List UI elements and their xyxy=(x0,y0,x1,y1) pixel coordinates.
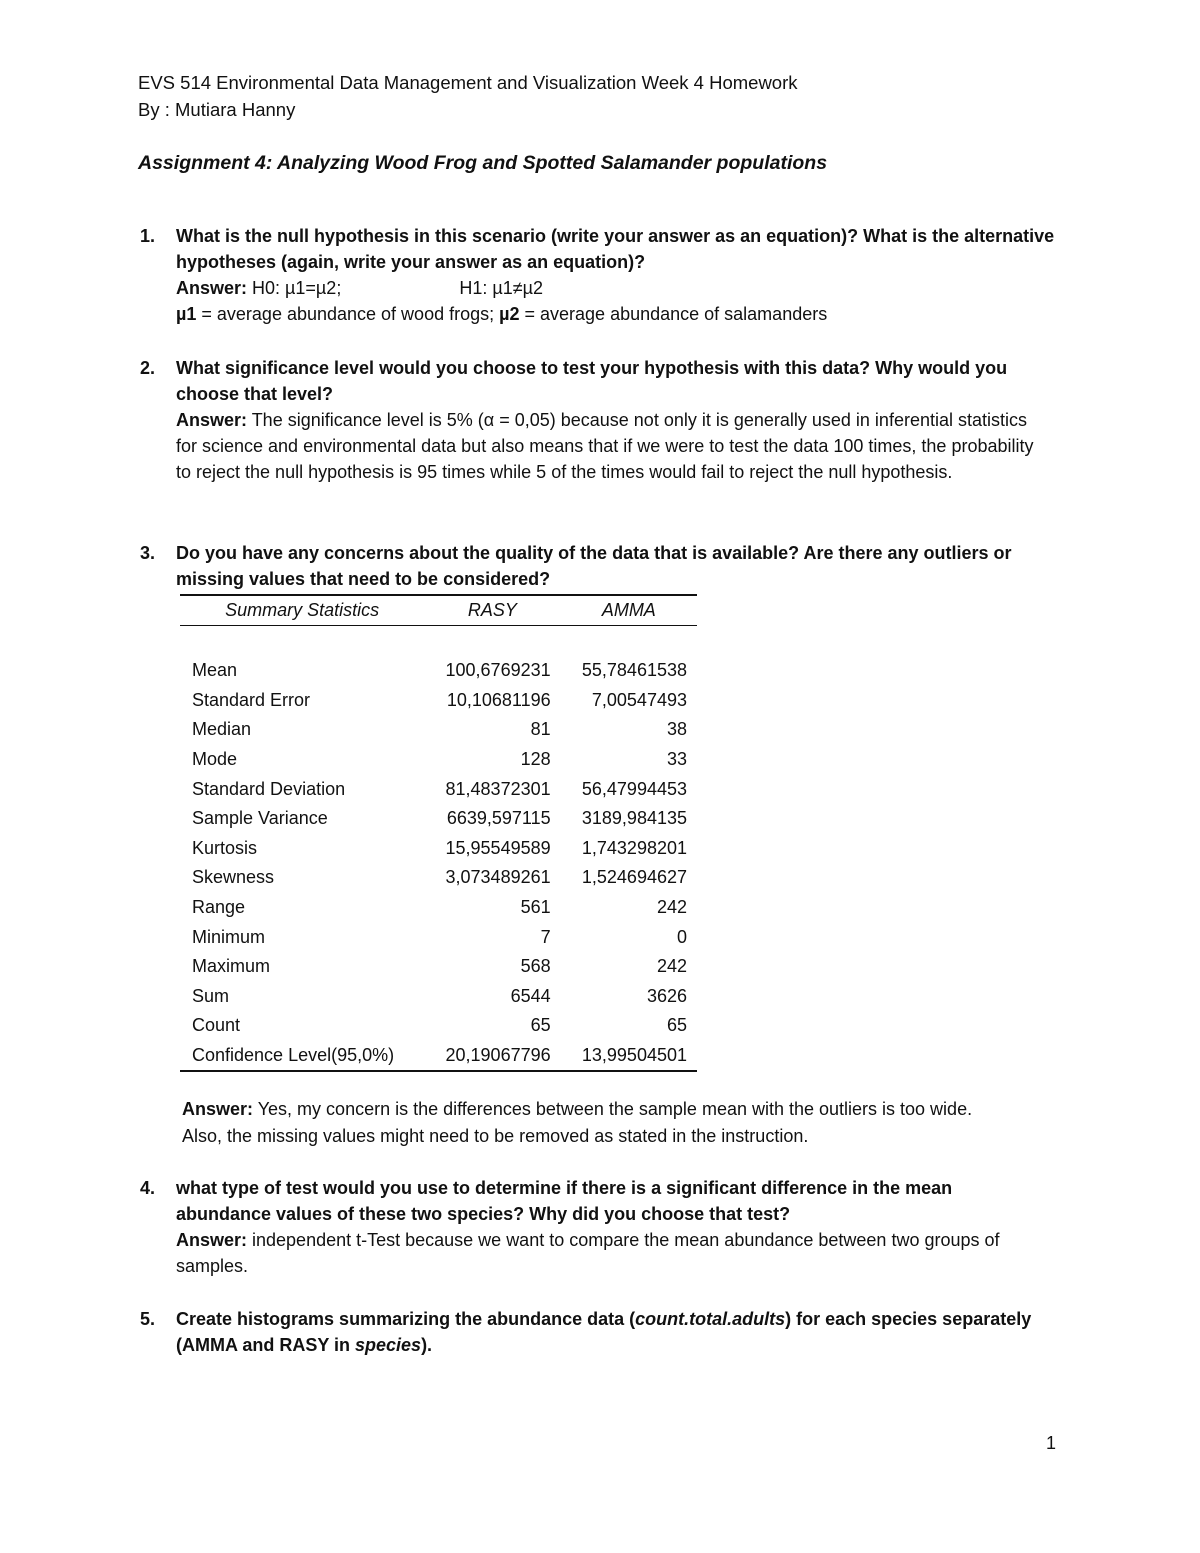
question-text: what type of test would you use to determine if there is a significant difference in the mean abundance values of these two species? Why did you choose that test? xyxy=(176,1178,953,1224)
amma-value: 65 xyxy=(666,1015,687,1036)
question-3-answer xyxy=(182,1096,1082,1150)
answer-body: independent t-Test because we want to compare the mean abundance between two groups of samples. xyxy=(176,1230,1000,1276)
question-2 xyxy=(140,355,1040,485)
answer-body: The significance level is 5% (α = 0,05) because not only it is generally used in inferential statistics for science and environmental data but also means that if we were to test the data 100 times, the probability to reject the null hypothesis is 95 times while 5 of the times would fail to reject the null hypothesis. xyxy=(176,410,1034,482)
answer-body: Yes, my concern is the differences between the sample mean with the outliers is too wide. xyxy=(253,1099,973,1119)
rasy-value: 20,19067796 xyxy=(424,1041,560,1072)
amma-value: 1,524694627 xyxy=(581,867,687,888)
answer-line-1 xyxy=(182,1096,1082,1123)
rasy-value: 128 xyxy=(520,749,551,770)
table-row xyxy=(180,804,697,834)
stat-label: Kurtosis xyxy=(192,837,258,858)
table-row xyxy=(180,774,697,804)
table-row xyxy=(180,686,697,716)
stat-label: Range xyxy=(192,897,246,918)
rasy-value: 65 xyxy=(530,1015,551,1036)
amma-value: 242 xyxy=(656,897,687,918)
header-course-line: EVS 514 Environmental Data Management and Visualization Week 4 Homework xyxy=(138,72,798,93)
page-number: 1 xyxy=(1046,1433,1057,1453)
table-spacer-row xyxy=(180,626,697,657)
question-5 xyxy=(140,1306,1040,1358)
rasy-value: 81 xyxy=(530,719,551,740)
rasy-value: 3,073489261 xyxy=(445,867,551,888)
amma-value: 55,78461538 xyxy=(581,660,687,681)
answer-text xyxy=(176,407,1040,485)
question-text xyxy=(176,1306,1040,1358)
answer-label: Answer: xyxy=(182,1099,254,1119)
table-row xyxy=(180,863,697,893)
question-text: What significance level would you choose to test your hypothesis with this data? Why would you choose that level? xyxy=(176,358,1008,404)
table-row xyxy=(180,715,697,745)
rasy-value: 6639,597115 xyxy=(446,808,551,829)
stat-label: Mean xyxy=(192,660,238,681)
q5-part-1: Create histograms summarizing the abundance data ( xyxy=(176,1309,636,1329)
table-row xyxy=(180,656,697,686)
mu1-symbol: µ1 xyxy=(176,304,197,324)
header-amma: AMMA xyxy=(561,595,697,626)
table-row xyxy=(180,1011,697,1041)
q5-part-2: ) for each species separately (AMMA and RASY in xyxy=(176,1309,1032,1355)
mu2-definition: = average abundance of salamanders xyxy=(519,304,828,324)
question-3 xyxy=(140,540,1070,592)
question-text-line1: Do you have any concerns about the quality of the data that is available? Are there any outliers or xyxy=(176,543,1012,563)
q5-variable-count: count.total.adults xyxy=(635,1309,786,1329)
question-number: 2. xyxy=(140,358,156,378)
header-rasy: RASY xyxy=(424,595,560,626)
answer-label: Answer: xyxy=(176,278,248,298)
question-text: What is the null hypothesis in this scenario (write your answer as an equation)? What is the alternative hypotheses (again, write your answer as an equation)? xyxy=(176,226,1055,272)
answer-line-2: Also, the missing values might need to be removed as stated in the instruction. xyxy=(182,1126,809,1146)
rasy-value: 7 xyxy=(540,926,551,947)
question-number: 3. xyxy=(140,543,156,563)
stat-label: Median xyxy=(192,719,252,740)
stat-label: Standard Error xyxy=(192,689,311,710)
amma-value: 13,99504501 xyxy=(561,1041,697,1072)
amma-value: 3626 xyxy=(646,985,687,1006)
question-1 xyxy=(140,223,1070,327)
amma-value: 1,743298201 xyxy=(581,837,687,858)
mu2-symbol: µ2 xyxy=(499,304,520,324)
mu1-definition: = average abundance of wood frogs; xyxy=(196,304,500,324)
rasy-value: 81,48372301 xyxy=(445,778,551,799)
answer-label: Answer: xyxy=(176,410,248,430)
q5-variable-species: species xyxy=(355,1335,422,1355)
stat-label: Standard Deviation xyxy=(192,778,346,799)
amma-value: 38 xyxy=(666,719,687,740)
answer-hypotheses xyxy=(176,275,1070,301)
question-number: 4. xyxy=(140,1178,156,1198)
stat-label: Minimum xyxy=(192,926,266,947)
null-hypothesis: H0: µ1=µ2; xyxy=(252,278,342,298)
amma-value: 56,47994453 xyxy=(581,778,687,799)
alternative-hypothesis: H1: µ1≠µ2 xyxy=(459,278,543,298)
stat-label: Skewness xyxy=(192,867,275,888)
table-row xyxy=(180,922,697,952)
q5-part-3: ). xyxy=(421,1335,433,1355)
stat-label: Mode xyxy=(192,749,238,770)
rasy-value: 10,10681196 xyxy=(446,689,551,710)
table-row xyxy=(180,834,697,864)
rasy-value: 561 xyxy=(520,897,551,918)
question-number: 1. xyxy=(140,226,156,246)
summary-statistics-table xyxy=(180,594,697,1072)
rasy-value: 15,95549589 xyxy=(445,837,551,858)
assignment-title: Assignment 4: Analyzing Wood Frog and Spotted Salamander populations xyxy=(138,152,828,174)
mu-definitions xyxy=(176,301,1070,327)
stat-label: Sample Variance xyxy=(192,808,328,829)
stat-label: Sum xyxy=(192,985,230,1006)
rasy-value: 568 xyxy=(520,956,551,977)
amma-value: 33 xyxy=(666,749,687,770)
table-row xyxy=(180,893,697,923)
header-author-line: By : Mutiara Hanny xyxy=(138,99,296,120)
question-text-line2: missing values that need to be considered? xyxy=(176,569,551,589)
table-row xyxy=(180,745,697,775)
answer-label: Answer: xyxy=(176,1230,248,1250)
amma-value: 0 xyxy=(676,926,687,947)
stat-label: Confidence Level(95,0%) xyxy=(180,1041,424,1072)
stat-label: Maximum xyxy=(192,956,271,977)
amma-value: 3189,984135 xyxy=(581,808,687,829)
answer-text xyxy=(176,1227,1040,1279)
amma-value: 7,00547493 xyxy=(591,689,687,710)
rasy-value: 6544 xyxy=(510,985,551,1006)
stat-label: Count xyxy=(192,1015,241,1036)
table-row xyxy=(180,982,697,1012)
question-number: 5. xyxy=(140,1309,156,1329)
amma-value: 242 xyxy=(656,956,687,977)
rasy-value: 100,6769231 xyxy=(445,660,551,681)
header-summary-statistics: Summary Statistics xyxy=(180,595,424,626)
table-row xyxy=(180,952,697,982)
table-row xyxy=(180,1041,697,1072)
table-header-row xyxy=(180,595,697,626)
question-4 xyxy=(140,1175,1040,1279)
